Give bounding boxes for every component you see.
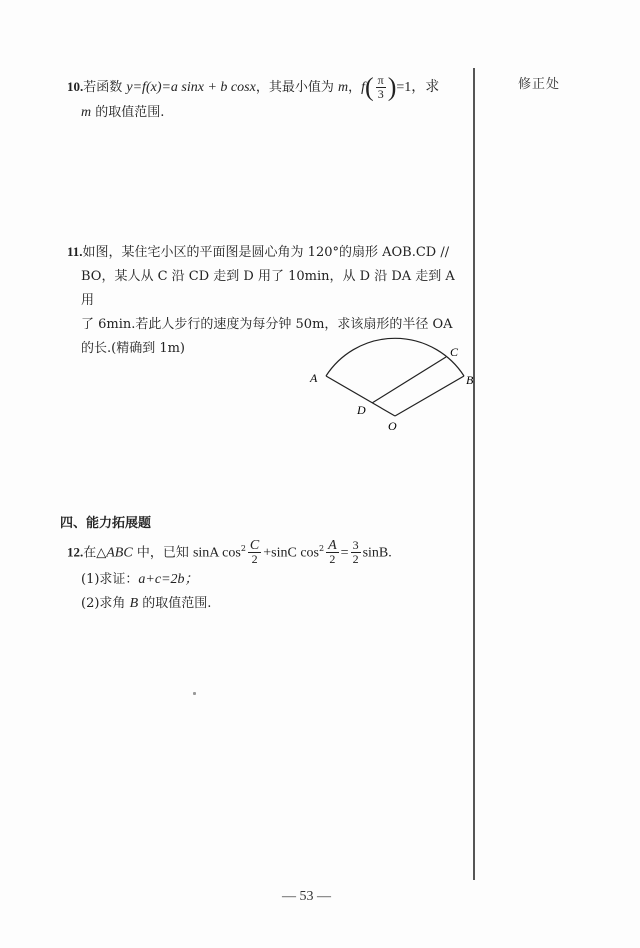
sector-diagram (300, 325, 480, 440)
fraction-3-over-2: $\frac{3}{2}$ (352, 538, 359, 567)
fraction-c-over-2: $\frac{C}{2}$ (249, 538, 260, 567)
question-12-part1: (1)求证：a+c=2b； (81, 572, 199, 588)
correction-column-label: 修正处 (518, 77, 561, 92)
margin-divider-line (473, 68, 475, 880)
question-number: 10. (67, 79, 84, 94)
question-11: 11.如图，某住宅小区的平面图是圆心角为 120°的扇形 AOB.CD // BO，某人从 C 沿 CD 走到 D 用了 10min，从 D 沿 DA 走到 A 用 了 6min.若此人步行的速度为每分钟 50m，求该扇形的半径 OA 的长.(精确到 1m) (67, 244, 455, 356)
label-A: A (310, 371, 318, 385)
section-header: 四、能力拓展题 (60, 516, 152, 531)
question-number: 11. (67, 244, 83, 259)
page-number: — 53 — (282, 889, 331, 904)
label-C: C (450, 345, 459, 359)
label-D: D (357, 403, 366, 417)
label-O: O (388, 419, 397, 433)
question-10: 10.若函数 y=f(x)=a sinx + b cosx，其最小值为 m，f( $\frac{\pi}{3}$ )=1，求 m 的取值范围. (67, 74, 467, 125)
question-12-part2: (2)求角 B 的取值范围. (81, 596, 212, 612)
question-12: 12.在△ABC 中，已知 sinA $\cos^2$ $\frac{C}{2}$ +sinC $\cos^2$ $\frac{A}{2}$ = $\frac{3}{2}$ sinB. (1)求证：a+c=2b； (2)求角 B 的取值范围. (67, 537, 467, 616)
fraction-a-over-2: $\frac{A}{2}$ (328, 538, 337, 567)
label-B: B (466, 373, 474, 387)
question-10-line2: m 的取值范围. (81, 105, 165, 120)
function-formula: y=f(x)=a sinx + b cosx (126, 80, 256, 95)
fraction-pi-over-3: $\frac{\pi}{3}$ (377, 73, 384, 101)
scan-artifact (193, 692, 196, 695)
question-number: 12. (67, 544, 84, 560)
